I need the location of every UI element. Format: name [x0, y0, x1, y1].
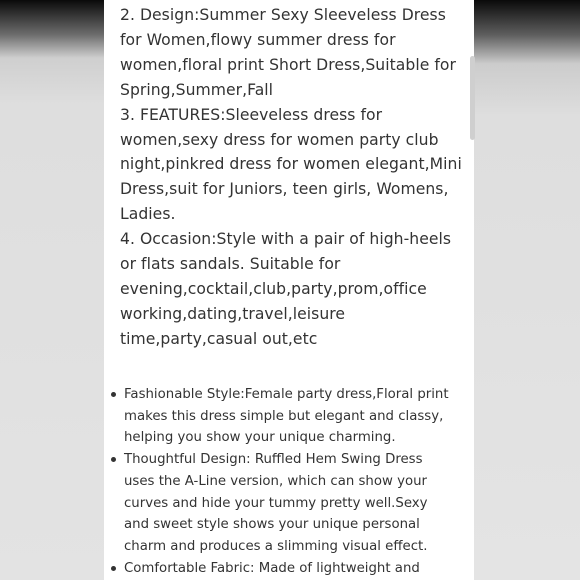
feature-bullet-list [104, 384, 474, 579]
list-item [104, 449, 452, 558]
list-item [104, 384, 452, 449]
description-text [120, 3, 468, 352]
description-features: 3. FEATURES:Sleeveless dress for women,sexy dress for women party club night,pinkred dress for women elegant,Mini Dress,suit for Juniors, teen girls, Womens, Ladies. [120, 105, 462, 224]
feature-text: Comfortable Fabric: Made of lightweight and [124, 560, 420, 576]
product-description-page [104, 0, 474, 580]
feature-text: Thoughtful Design: Ruffled Hem Swing Dress uses the A-Line version, which can show your curves and hide your tummy pretty well.Sexy and sweet style shows your unique personal charm and produces a slimming visual effect. [124, 452, 428, 554]
backdrop-right [474, 0, 580, 580]
bullet-icon [111, 457, 116, 462]
feature-text: Fashionable Style:Female party dress,Floral print makes this dress simple but elegant and classy, helping you show your unique charming. [124, 387, 449, 446]
list-item [104, 558, 452, 580]
bullet-icon [111, 392, 116, 397]
description-occasion: 4. Occasion:Style with a pair of high-heels or flats sandals. Suitable for evening,cocktail,club,party,prom,office working,dating,travel,leisure time,party,casual out,etc [120, 230, 452, 348]
bullet-icon [111, 566, 116, 571]
scrollbar-thumb[interactable] [470, 56, 475, 140]
description-design: 2. Design:Summer Sexy Sleeveless Dress for Women,flowy summer dress for women,floral print Short Dress,Suitable for Spring,Summer,Fall [120, 6, 456, 99]
backdrop-left [0, 0, 104, 580]
